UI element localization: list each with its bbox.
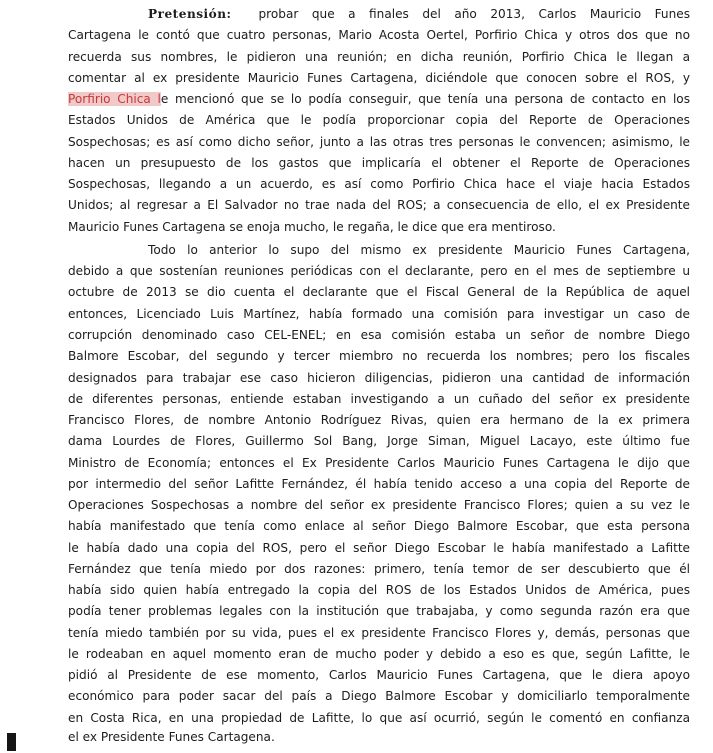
- document-line: había manifestado que tenía como enlace al señor Diego Balmore Escobar, que esta persona: [68, 519, 690, 533]
- document-line: dama Lourdes de Flores, Guillermo Sol Bang, Jorge Siman, Miguel Lacayo, este último fue: [68, 434, 690, 448]
- document-line: Ministro de Economía; entonces el Ex Presidente Carlos Mauricio Funes Cartagena le dijo que: [68, 456, 690, 470]
- document-line: Fernández que tenía miedo por dos razones: primero, tenía temor de ser descubierto que él: [68, 562, 690, 576]
- document-line: designados para trabajar ese caso hicieron diligencias, pidieron una cantidad de información: [68, 371, 690, 385]
- document-line: Cartagena le contó que cuatro personas, Mario Acosta Oertel, Porfirio Chica y otros dos que no: [68, 28, 690, 42]
- document-line: por intermedio del señor Lafitte Fernández, él había tenido acceso a una copia del Reporte de: [68, 477, 690, 491]
- document-line: Mauricio Funes Cartagena se enoja mucho, le regaña, le dice que era mentiroso.: [68, 220, 556, 234]
- line-text: probar que a finales del año 2013, Carlos Mauricio Funes: [258, 7, 690, 21]
- document-line: Operaciones Sospechosas a nombre del señor ex presidente Francisco Flores; quien a su vez le: [68, 498, 690, 512]
- document-line: podía tener problemas legales con la institución que trabajaba, y como segunda razón era que: [68, 604, 690, 618]
- document-line: de diferentes personas, entiende estaban investigando a un cuñado del señor ex presidente: [68, 392, 690, 406]
- document-line: en Costa Rica, en una propiedad de Lafitte, lo que así ocurrió, según le comentó en confianza: [68, 711, 690, 725]
- document-line: corrupción denominado caso CEL-ENEL; en esa comisión estaba un señor de nombre Diego: [68, 328, 690, 342]
- document-line: Estados Unidos de América que le podía proporcionar copia del Reporte de Operaciones: [68, 113, 690, 127]
- document-line: el ex Presidente Funes Cartagena.: [68, 730, 275, 744]
- document-page: [68, 0, 690, 753]
- document-line: Unidos; al regresar a El Salvador no trae nada del ROS; a consecuencia de ello, el ex Presidente: [68, 198, 690, 212]
- document-line: comentar al ex presidente Mauricio Funes Cartagena, diciéndole que conocen sobre el ROS, y: [68, 71, 690, 85]
- document-line: Todo lo anterior lo supo del mismo ex presidente Mauricio Funes Cartagena,: [148, 243, 690, 257]
- document-line: le rodeaban en aquel momento eran de mucho poder y debido a eso es que, según Lafitte, le: [68, 647, 690, 661]
- document-line: económico para poder sacar del país a Diego Balmore Escobar y domiciliarlo temporalmente: [68, 689, 690, 703]
- document-line: [148, 3, 690, 25]
- document-line: Francisco Flores, de nombre Antonio Rodríguez Rivas, quien era hermano de la ex primera: [68, 413, 690, 427]
- section-heading: Pretensión:: [148, 7, 232, 21]
- document-line: pidió al Presidente de ese momento, Carlos Mauricio Funes Cartagena, que le diera apoyo: [68, 668, 690, 682]
- document-line: tenía miedo también por su vida, pues el ex presidente Francisco Flores y, demás, personas que: [68, 626, 690, 640]
- line-text: e mencionó que se lo podía conseguir, que tenía una persona de contacto en los: [160, 92, 691, 106]
- document-line: Sospechosas; es así como dicho señor, junto a las otras tres personas le convencen; asimismo, le: [68, 135, 690, 149]
- scan-artifact: [7, 733, 16, 751]
- document-line: [68, 88, 690, 110]
- highlighted-text: Porfirio Chica l: [68, 92, 161, 106]
- document-line: debido a que sostenían reuniones periódicas con el declarante, pero en el mes de septiembre u: [68, 264, 690, 278]
- document-line: había sido quien había entregado la copia del ROS de los Estados Unidos de América, pues: [68, 583, 690, 597]
- document-line: octubre de 2013 se dio cuenta el declarante que el Fiscal General de la República de aquel: [68, 285, 690, 299]
- document-line: Balmore Escobar, del segundo y tercer miembro no recuerda los nombres; pero los fiscales: [68, 349, 690, 363]
- document-line: hacen un presupuesto de los gastos que implicaría el obtener el Reporte de Operaciones: [68, 156, 690, 170]
- document-line: le había dado una copia del ROS, pero el señor Diego Escobar le había manifestado a Lafitte: [68, 541, 690, 555]
- document-line: recuerda sus nombres, le pidieron una reunión; en dicha reunión, Porfirio Chica le llegan a: [68, 50, 690, 64]
- document-line: entonces, Licenciado Luis Martínez, había formado una comisión para investigar un caso de: [68, 307, 690, 321]
- document-line: Sospechosas, llegando a un acuerdo, es así como Porfirio Chica hace el viaje hacia Estados: [68, 177, 690, 191]
